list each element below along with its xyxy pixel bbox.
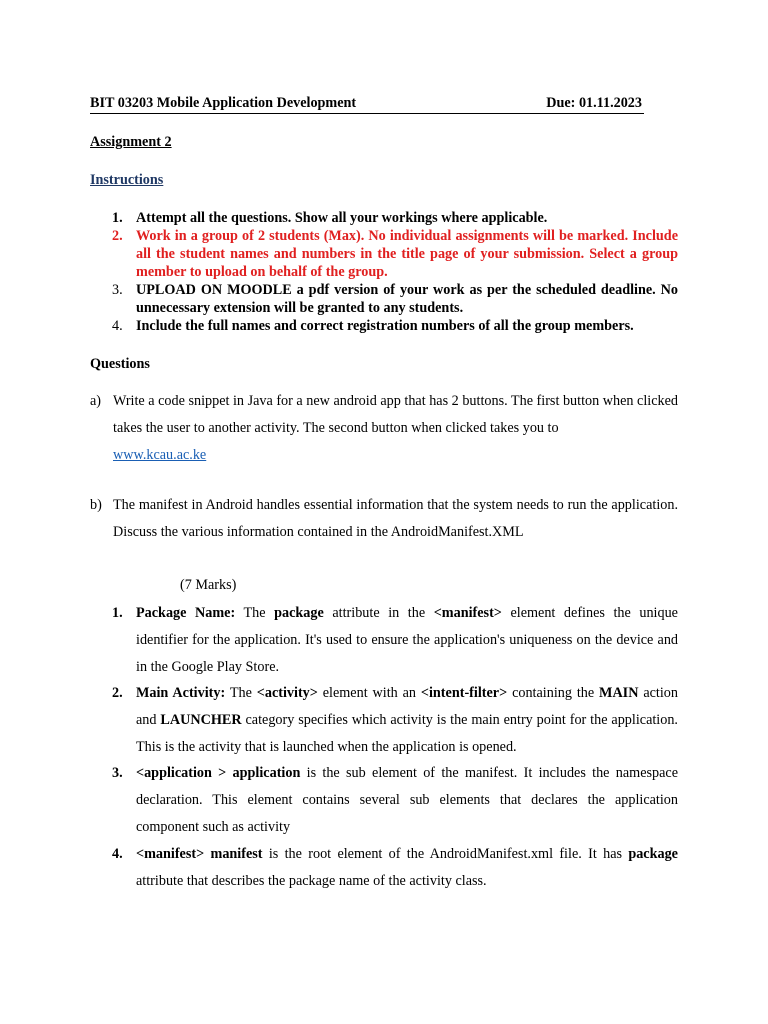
kcau-link[interactable]: www.kcau.ac.ke xyxy=(113,447,207,463)
questions-title: Questions xyxy=(90,356,150,372)
instruction-item: 1. Attempt all the questions. Show all your workings where applicable. xyxy=(112,210,548,226)
answer-item: 1. Package Name: The package attribute in the <manifest> element defines the unique identifier for the application. It's used to ensure the application's uniqueness on the device and in the Google Play Store. xyxy=(112,605,678,675)
instruction-item: 3. UPLOAD ON MOODLE a pdf version of your work as per the scheduled deadline. No unnecessary extension will be granted to any students. xyxy=(112,282,678,316)
instruction-item: 4. Include the full names and correct registration numbers of all the group members. xyxy=(112,318,634,334)
question-a: a) Write a code snippet in Java for a new android app that has 2 buttons. The first button when clicked takes the user to another activity. The second button when clicked takes you to www.kcau.ac.ke xyxy=(90,393,678,463)
answer-item: 4. <manifest> manifest is the root element of the AndroidManifest.xml file. It has package attribute that describes the package name of the activity class. xyxy=(112,846,678,889)
assignment-title: Assignment 2 xyxy=(90,134,172,150)
marks-label: (7 Marks) xyxy=(180,577,237,593)
instruction-item: 2. Work in a group of 2 students (Max). No individual assignments will be marked. Include all the student names and numbers in the title page of your submission. Select a group member to upload on behalf of the group. xyxy=(112,228,678,280)
answer-item: 2. Main Activity: The <activity> element with an <intent-filter> containing the MAIN action and LAUNCHER category specifies which activity is the main entry point for the application. This is the activity that is launched when the application is opened. xyxy=(112,685,678,755)
course-header xyxy=(90,94,644,114)
instructions-title: Instructions xyxy=(90,172,164,188)
due-date: Due: 01.11.2023 xyxy=(546,95,642,111)
answer-item: 3. <application > application is the sub element of the manifest. It includes the namespace declaration. This element contains several sub elements that declares the application component such as activity xyxy=(112,765,678,835)
course-title: BIT 03203 Mobile Application Development xyxy=(90,95,357,111)
question-b: b) The manifest in Android handles essential information that the system needs to run the application. Discuss the various information contained in the AndroidManifest.XML xyxy=(90,497,678,540)
